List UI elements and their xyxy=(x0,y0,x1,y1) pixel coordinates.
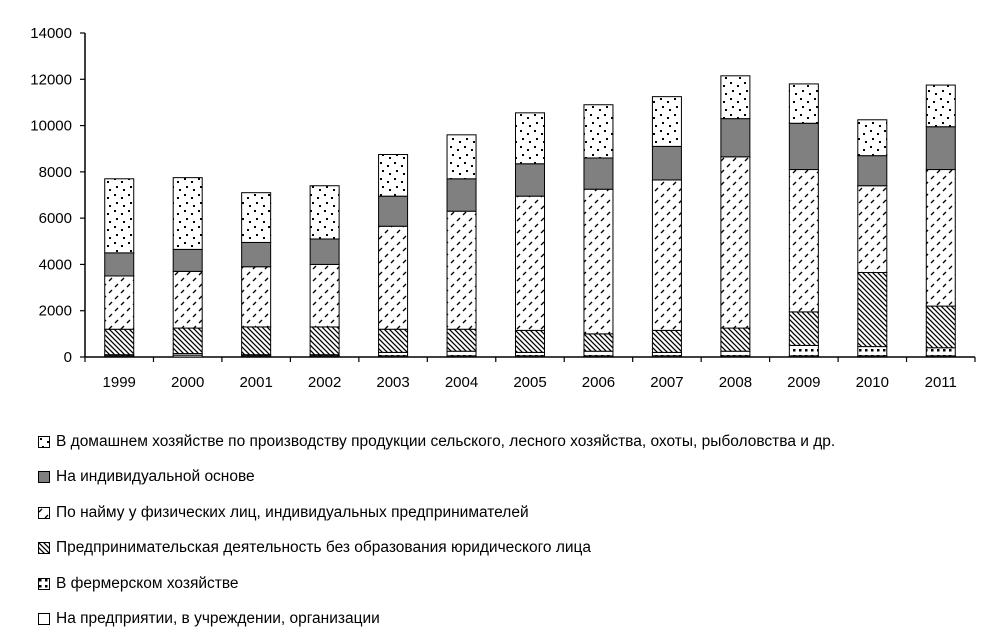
bar-segment-2007-series-2 xyxy=(652,330,681,352)
bars xyxy=(105,76,956,357)
bar-stack-2006 xyxy=(584,105,613,357)
bar-segment-2004-series-3 xyxy=(447,211,476,329)
bar-segment-2011-series-3 xyxy=(926,170,955,307)
bar-segment-1999-series-4 xyxy=(105,253,134,276)
bar-stack-2000 xyxy=(173,178,202,357)
bar-segment-2006-series-4 xyxy=(584,158,613,189)
bar-segment-2004-series-5 xyxy=(447,135,476,179)
bar-segment-2009-series-3 xyxy=(789,170,818,312)
bar-segment-2003-series-3 xyxy=(379,226,408,329)
bar-stack-2011 xyxy=(926,85,955,357)
y-tick-label: 2000 xyxy=(38,302,72,320)
bar-segment-2000-series-3 xyxy=(173,271,202,328)
legend xyxy=(38,424,988,637)
bar-stack-2004 xyxy=(447,135,476,357)
bar-segment-2005-series-1 xyxy=(516,352,545,355)
y-tick-label: 0 xyxy=(63,349,72,366)
bar-segment-2006-series-3 xyxy=(584,189,613,334)
legend-swatch xyxy=(38,542,50,554)
x-tick-label: 2004 xyxy=(444,374,479,391)
legend-item xyxy=(38,602,988,638)
bar-segment-2006-series-2 xyxy=(584,334,613,351)
bar-segment-2000-series-4 xyxy=(173,249,202,271)
x-tick-label: 1999 xyxy=(102,374,136,391)
bar-segment-2002-series-2 xyxy=(310,327,339,355)
bar-segment-2002-series-5 xyxy=(310,186,339,239)
bar-segment-1999-series-3 xyxy=(105,276,134,329)
legend-label: На предприятии, в учреждении, организации xyxy=(56,610,380,628)
bar-segment-2001-series-3 xyxy=(242,267,271,327)
bar-segment-2007-series-4 xyxy=(652,146,681,180)
legend-swatch xyxy=(38,578,50,590)
bar-segment-2008-series-2 xyxy=(721,328,750,351)
bar-segment-2008-series-4 xyxy=(721,119,750,157)
bar-segment-2005-series-4 xyxy=(516,164,545,196)
x-tick-label: 2003 xyxy=(376,374,410,391)
bar-segment-1999-series-5 xyxy=(105,179,134,253)
bar-segment-2001-series-2 xyxy=(242,327,271,355)
bar-stack-2008 xyxy=(721,76,750,357)
legend-item xyxy=(38,495,988,531)
bar-segment-2008-series-1 xyxy=(721,351,750,356)
bar-stack-2007 xyxy=(652,97,681,357)
bar-segment-2001-series-5 xyxy=(242,193,271,243)
x-tick-label: 2010 xyxy=(855,374,889,391)
bar-segment-2002-series-4 xyxy=(310,239,339,264)
bar-segment-2010-series-1 xyxy=(858,347,887,356)
y-tick-label: 4000 xyxy=(38,256,72,274)
bar-segment-2008-series-5 xyxy=(721,76,750,119)
y-tick-label: 10000 xyxy=(30,117,72,135)
legend-swatch xyxy=(38,613,50,625)
legend-item xyxy=(38,460,988,496)
legend-item xyxy=(38,424,988,460)
bar-segment-2004-series-2 xyxy=(447,329,476,351)
legend-label: В домашнем хозяйстве по производству продукции сельского, лесного хозяйства, охоты, рыболовства и др. xyxy=(56,432,836,450)
y-tick-label: 14000 xyxy=(30,25,72,42)
bar-segment-2010-series-3 xyxy=(858,186,887,273)
bar-segment-2009-series-5 xyxy=(789,84,818,123)
x-tick-label: 2009 xyxy=(787,374,821,391)
bar-segment-2003-series-5 xyxy=(379,155,408,197)
x-tick-label: 2001 xyxy=(239,374,273,391)
bar-stack-1999 xyxy=(105,179,134,357)
bar-segment-2011-series-1 xyxy=(926,348,955,356)
bar-segment-2010-series-2 xyxy=(858,273,887,347)
bar-segment-2003-series-4 xyxy=(379,196,408,226)
x-tick-label: 2008 xyxy=(718,374,753,391)
y-tick-label: 8000 xyxy=(38,163,72,181)
legend-swatch xyxy=(38,507,50,519)
legend-swatch xyxy=(38,436,50,448)
legend-label: Предпринимательская деятельность без образования юридического лица xyxy=(56,539,592,557)
x-tick-label: 2005 xyxy=(513,374,547,391)
bar-segment-2009-series-4 xyxy=(789,123,818,169)
bar-segment-2011-series-4 xyxy=(926,127,955,170)
bar-segment-2000-series-2 xyxy=(173,328,202,353)
bar-segment-2004-series-1 xyxy=(447,351,476,356)
bar-segment-1999-series-2 xyxy=(105,329,134,354)
bar-stack-2005 xyxy=(516,113,545,357)
bar-segment-2005-series-3 xyxy=(516,196,545,330)
bar-stack-2002 xyxy=(310,186,339,357)
bar-segment-2011-series-5 xyxy=(926,85,955,127)
bar-segment-2002-series-3 xyxy=(310,264,339,326)
legend-label: На индивидуальной основе xyxy=(56,468,255,486)
legend-item xyxy=(38,566,988,602)
bar-segment-2004-series-4 xyxy=(447,179,476,211)
bar-stack-2010 xyxy=(858,120,887,357)
bar-segment-2006-series-1 xyxy=(584,351,613,356)
bar-segment-2010-series-5 xyxy=(858,120,887,156)
bar-segment-2005-series-2 xyxy=(516,330,545,352)
bar-segment-2009-series-1 xyxy=(789,345,818,355)
bar-segment-2001-series-4 xyxy=(242,242,271,266)
bar-segment-2000-series-5 xyxy=(173,178,202,250)
y-tick-label: 12000 xyxy=(30,71,72,89)
bar-segment-2007-series-5 xyxy=(652,97,681,147)
bar-segment-2006-series-5 xyxy=(584,105,613,158)
bar-segment-2009-series-2 xyxy=(789,312,818,346)
bar-segment-2007-series-1 xyxy=(652,352,681,355)
legend-swatch xyxy=(38,471,50,483)
legend-item xyxy=(38,531,988,567)
axes xyxy=(30,25,975,391)
bar-stack-2003 xyxy=(379,155,408,358)
legend-label: По найму у физических лиц, индивидуальных предпринимателей xyxy=(56,503,529,521)
y-tick-label: 6000 xyxy=(38,210,72,228)
x-tick-label: 2007 xyxy=(650,374,684,391)
x-tick-label: 2006 xyxy=(581,374,616,391)
bar-segment-2010-series-4 xyxy=(858,156,887,186)
x-tick-label: 2011 xyxy=(924,374,957,391)
bar-segment-2003-series-1 xyxy=(379,352,408,355)
bar-segment-2008-series-3 xyxy=(721,157,750,328)
bar-stack-2001 xyxy=(242,193,271,357)
bar-segment-2007-series-3 xyxy=(652,180,681,330)
bar-segment-2011-series-2 xyxy=(926,306,955,348)
bar-segment-2005-series-5 xyxy=(516,113,545,164)
bar-segment-2003-series-2 xyxy=(379,329,408,352)
bar-stack-2009 xyxy=(789,84,818,357)
legend-label: В фермерском хозяйстве xyxy=(56,574,239,592)
x-tick-label: 2000 xyxy=(171,374,205,391)
x-tick-label: 2002 xyxy=(307,374,342,391)
